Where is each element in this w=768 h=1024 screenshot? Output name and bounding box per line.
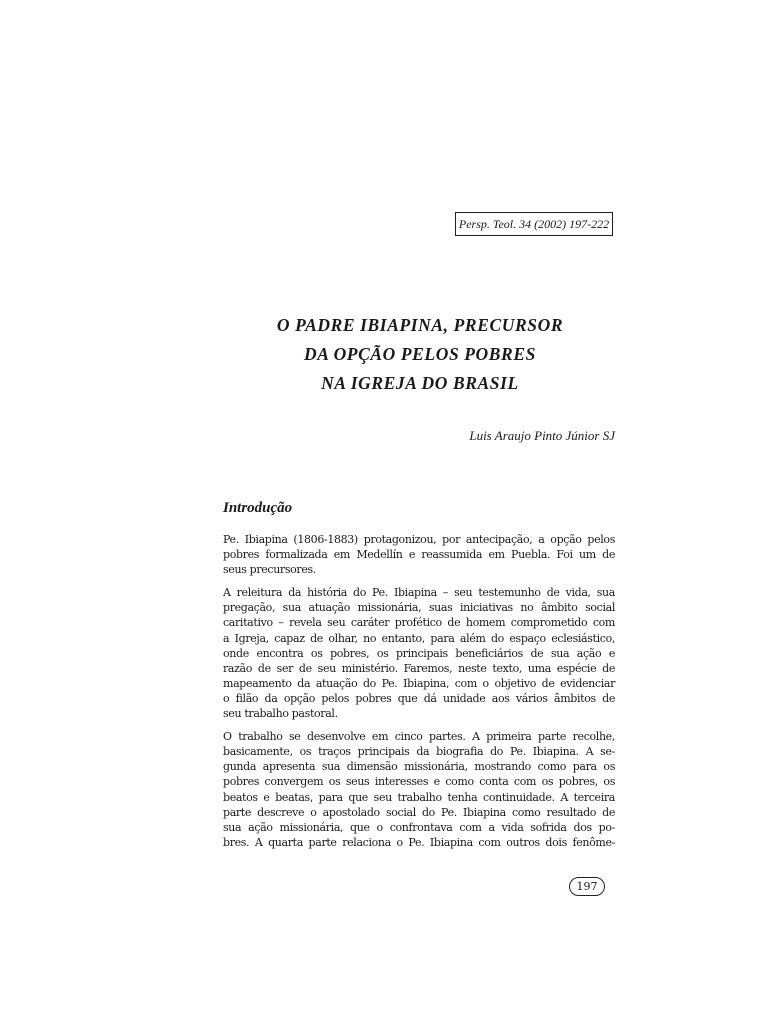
title-line: NA IGREJA DO BRASIL [321, 373, 519, 393]
title-line: DA OPÇÃO PELOS POBRES [304, 344, 536, 364]
paragraph [223, 585, 615, 721]
section-heading: Introdução [223, 500, 293, 516]
journal-citation: Persp. Teol. 34 (2002) 197-222 [455, 212, 613, 236]
text-line: mapeamento da atuação do Pe. Ibiapina, com o objetivo de evidenciar [223, 676, 615, 690]
text-line: caritativo – revela seu caráter profético de homem comprometido com [223, 616, 615, 630]
text-line: pregação, sua atuação missionária, suas iniciativas no âmbito social [223, 601, 615, 615]
text-line: bres. A quarta parte relaciona o Pe. Ibiapina com outros dois fenôme- [223, 835, 615, 849]
body-text [223, 532, 615, 858]
text-line: beatos e beatas, para que seu trabalho tenha continuidade. A terceira [223, 790, 615, 804]
text-line: gunda apresenta sua dimensão missionária, mostrando como para os [223, 760, 615, 774]
text-line: o filão da opção pelos pobres que dá unidade aos vários âmbitos de [223, 691, 615, 705]
page-number: 197 [569, 877, 605, 896]
text-line: pobres convergem os seus interesses e como conta com os pobres, os [223, 775, 615, 789]
text-line: sua ação missionária, que o confrontava com a vida sofrida dos po- [223, 820, 615, 834]
paragraph [223, 729, 615, 850]
text-line: seu trabalho pastoral. [223, 707, 338, 721]
paragraph [223, 532, 615, 577]
text-line: a Igreja, capaz de olhar, no entanto, para além do espaço eclesiástico, [223, 631, 615, 645]
text-line: A releitura da história do Pe. Ibiapina – seu testemunho de vida, sua [223, 586, 615, 600]
text-line: pobres formalizada em Medellín e reassumida em Puebla. Foi um de [223, 548, 615, 562]
text-line: seus precursores. [223, 563, 316, 577]
text-line: razão de ser de seu ministério. Faremos, neste texto, uma espécie de [223, 661, 615, 675]
text-line: onde encontra os pobres, os principais beneficiários de sua ação e [223, 646, 615, 660]
text-line: basicamente, os traços principais da biografia do Pe. Ibiapina. A se- [223, 745, 615, 759]
text-line: Pe. Ibiapina (1806-1883) protagonizou, por antecipação, a opção pelos [223, 533, 615, 546]
text-line: parte descreve o apostolado social do Pe. Ibiapina como resultado de [223, 805, 615, 819]
article-title [200, 311, 640, 398]
text-line: O trabalho se desenvolve em cinco partes. A primeira parte recolhe, [223, 730, 615, 744]
title-line: O PADRE IBIAPINA, PRECURSOR [276, 315, 564, 335]
author-name: Luis Araujo Pinto Júnior SJ [469, 428, 615, 443]
